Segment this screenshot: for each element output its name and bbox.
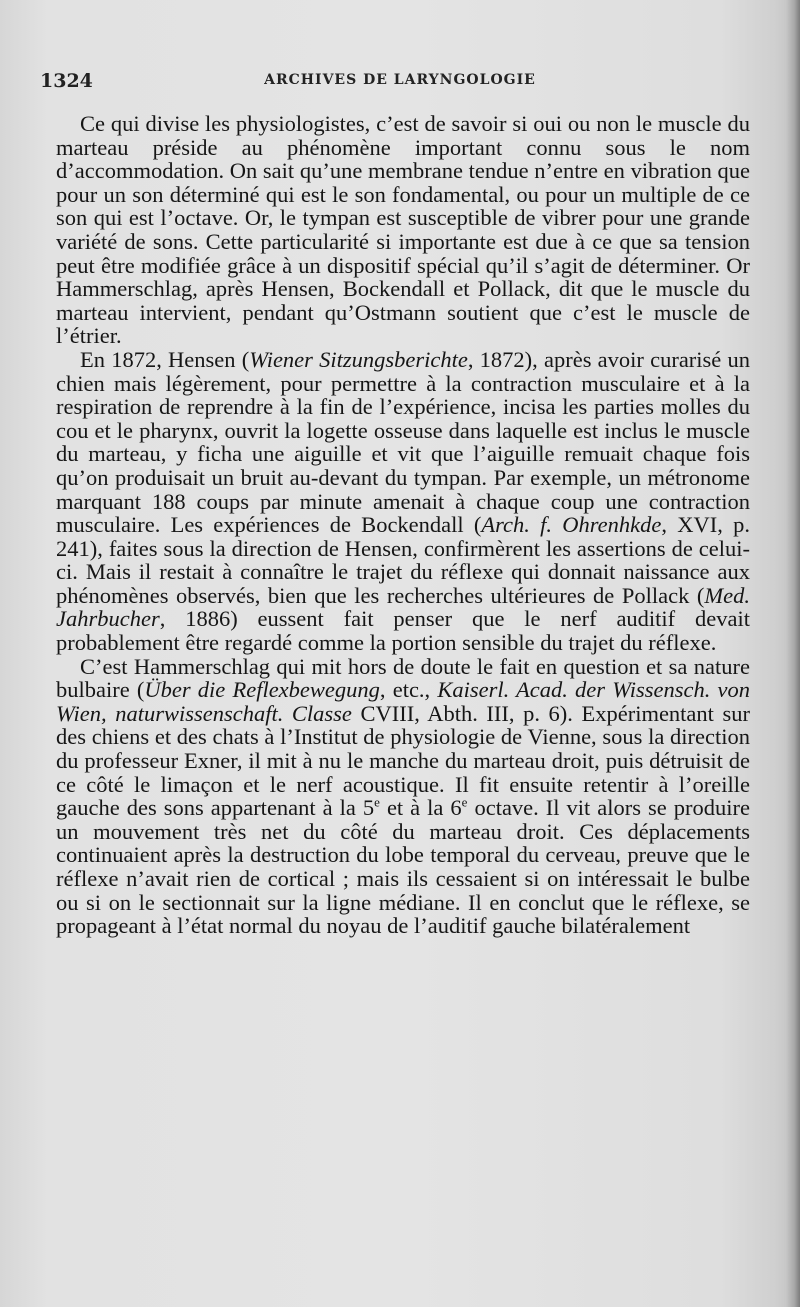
citation-title: Arch. f. Ohrenhkde	[481, 512, 662, 538]
ordinal-suffix: e	[461, 794, 468, 810]
page-number: 1324	[40, 70, 93, 92]
citation-title: Kaiserl. Acad. der Wissensch. von Wien, naturwissenschaft. Classe	[56, 677, 750, 726]
text-run: , 1872), après avoir curarisé un chien mais légèrement, pour permettre à la contraction musculaire et à la respiration de reprendre à la fin de l’expérience, incisa les parties molles du cou et le pharynx, ouvrit la logette osseuse dans laquelle est inclus le muscle du marteau, y ficha une aiguille et vit que l’aiguille remuait chaque fois qu’on produisait un bruit au-devant du tympan. Par exemple, un métronome marquant 188 coups par minute amenait à chaque coup une contraction musculaire. Les expériences de Bockendall (	[56, 346, 750, 538]
running-header	[40, 70, 760, 98]
text-run: CVIII, Abth. III, p. 6). Expérimentant sur des chiens et des chats à l’Institut de physiologie de Vienne, sous la direction du professeur Exner, il mit à nu le manche du marteau droit, puis détruisit de ce côté le limaçon et le nerf acoustique. Il fit ensuite retentir à l’oreille gauche des sons appartenant à la 5	[56, 700, 750, 821]
paragraph-3	[56, 655, 750, 938]
page-gutter-shadow	[786, 0, 800, 1307]
text-run: octave. Il vit alors se produire un mouvement très net du côté du marteau droit. Ces déplacements continuaient après la destruction du lobe temporal du cerveau, preuve que le réflexe n’avait rien de cortical ; mais ils cessaient si on intéressait le bulbe ou si on le sectionnait sur la ligne médiane. Il en conclut que le réflexe, se propageant à l’état normal du noyau de l’auditif gauche bilatéralement	[56, 795, 750, 939]
text-run: C’est Hammerschlag qui mit hors de doute le fait en question et sa nature bulbaire (	[56, 653, 750, 703]
paragraph-1: Ce qui divise les physiologistes, c’est de savoir si oui ou non le muscle du marteau préside au phénomène important connu sous le nom d’accommodation. On sait qu’une membrane tendue n’entre en vibration que pour un son déterminé qui est le son fondamental, ou pour un multiple de ce son qui est l’octave. Or, le tympan est susceptible de vibrer pour une grande variété de sons. Cette particularité si importante est due à ce que sa tension peut être modifiée grâce à un dispositif spécial qu’il s’agit de déterminer. Or Hammerschlag, après Hensen, Bockendall et Pollack, dit que le muscle du marteau intervient, pendant qu’Ostmann soutient que c’est le muscle de l’étrier.	[56, 111, 750, 349]
text-run: et à la 6	[379, 795, 462, 821]
text-run: , etc.,	[379, 677, 438, 703]
text-run: , 1886) eussent fait penser que le nerf auditif devait probablement être regardé comme la portion sensible du trajet du réflexe.	[56, 606, 750, 656]
ordinal-suffix: e	[374, 794, 380, 810]
text-run: En 1872, Hensen (	[80, 346, 250, 372]
body-text	[56, 112, 750, 938]
citation-title: Med. Jahrbucher	[56, 582, 750, 632]
paragraph-2	[56, 348, 750, 655]
citation-title: Wiener Sitzungsberichte	[249, 346, 468, 372]
running-title: ARCHIVES DE LARYNGOLOGIE	[264, 72, 536, 88]
text-run: , XVI, p. 241), faites sous la direction de Hensen, confirmèrent les assertions de celui-ci. Mais il restait à connaître le trajet du réflexe qui donnait naissance aux phénomènes observés, bien que les recherches ultérieures de Pollack (	[56, 512, 750, 608]
citation-title: Über die Reflexbewegung	[144, 677, 380, 703]
